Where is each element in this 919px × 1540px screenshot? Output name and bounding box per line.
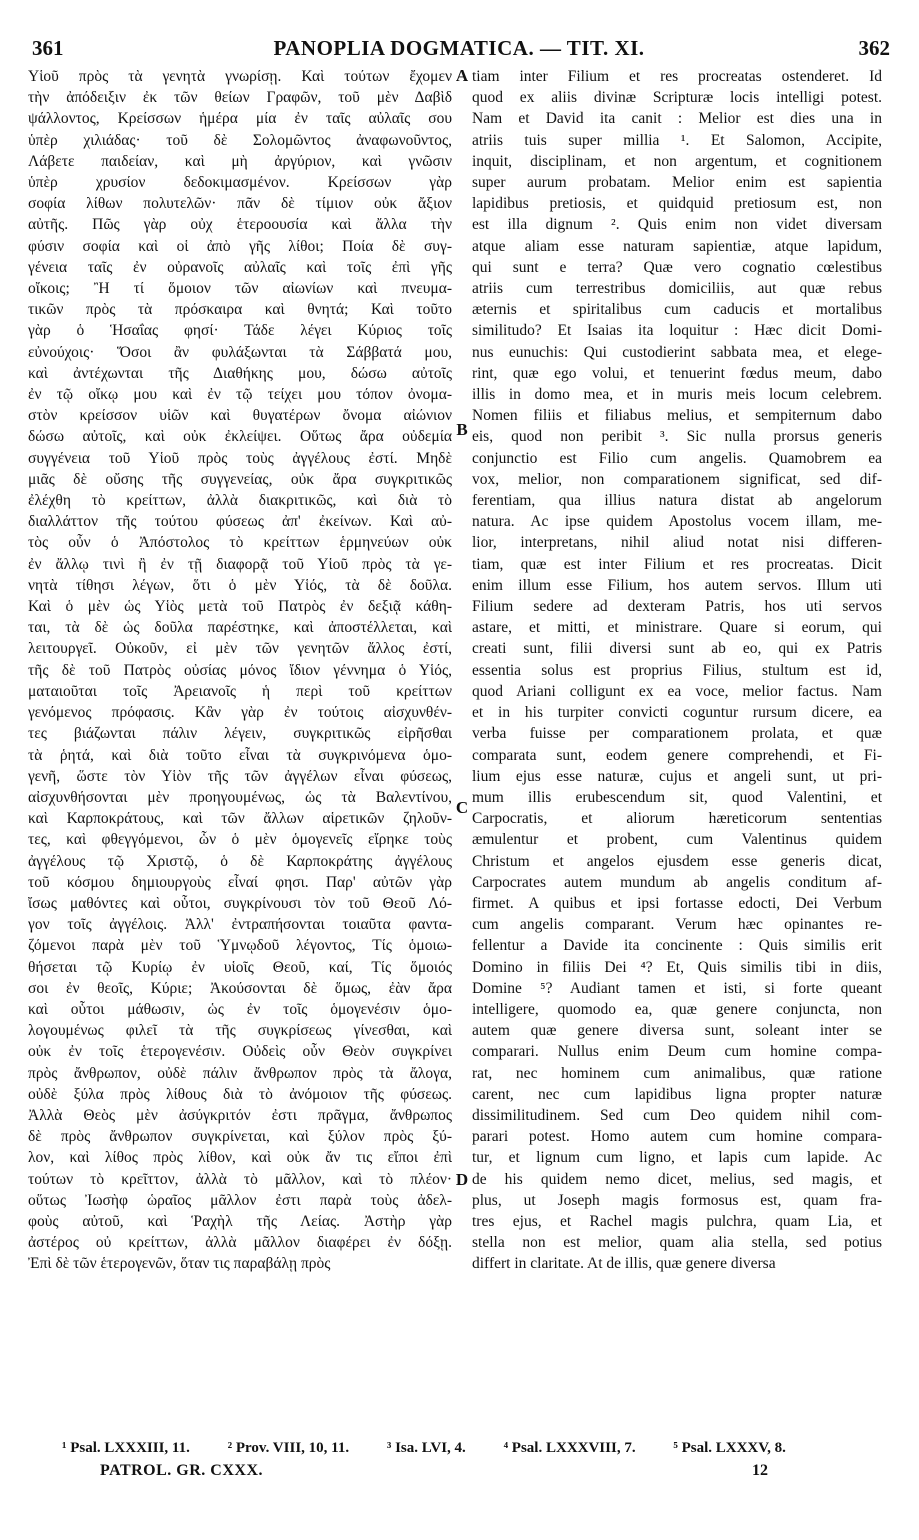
greek-text-line: ὑπὲρ χρυσίον δεδοκιμασμένον. Κρείσσων γὰρ <box>28 174 452 192</box>
section-markers <box>452 66 472 1422</box>
greek-text-line: εὐνούχοις· Ὅσοι ἂν φυλάξωνται τὰ Σάββατά μου, <box>28 343 452 361</box>
greek-text-line: ὑπὲρ χιλιάδας· τοῦ δὲ Σολομῶντος ἀναφωνοῦντος, <box>28 131 452 149</box>
greek-text-line: Υἱοῦ πρὸς τὰ γενητὰ γνωρίσῃ. Καὶ τούτων ἔχομεν <box>28 68 452 85</box>
section-marker-c: C <box>455 798 469 817</box>
footnote-4: ⁴ Psal. LXXXVIII, 7. <box>503 1440 636 1456</box>
latin-text-line: firmet. A quibus et ipsi fortasse edocti, Dei Verbum <box>472 894 882 912</box>
greek-text-line: ται, τὰ δὲ ὡς δοῦλα παρέστηκε, καὶ ἀποστέλλεται, καὶ <box>28 619 452 637</box>
latin-text-line: stella non est melior, quam alia stella, sed potius <box>472 1234 882 1252</box>
greek-text-line: ματαιοῦται τοῖς Ἀρειανοῖς ἡ περὶ τοῦ κρείττων <box>28 682 452 700</box>
greek-text-line: ἀγγέλους τῷ Χριστῷ, ὁ δὲ Καρποκράτης ἀγγέλους <box>28 852 452 870</box>
latin-text-line: est illa dignum ². Quis enim non videt diversam <box>472 216 882 234</box>
latin-text-line: ferentiam, qua illius natura distat ab angelorum <box>472 492 882 510</box>
printer-signature: PATROL. GR. CXXX. <box>100 1462 264 1479</box>
greek-text-line: Λάβετε παιδείαν, καὶ μὴ ἀργύριον, καὶ γνῶσιν <box>28 152 452 170</box>
greek-text-line: ἀστέρος οὐ κρείττων, ἀλλὰ μᾶλλον διαφέρει ἐν δόξῃ. <box>28 1234 452 1252</box>
latin-text-line: Carpocratis, et aliorum hæreticorum sententias <box>472 810 882 828</box>
greek-text-line: τικῶν πρὸς τὰ πρόσκαιρα καὶ θνητά; Καὶ τοῦτο <box>28 301 452 319</box>
greek-text-line: αὐτῆς. Πῶς γὰρ οὐχ ἑτεροουσία καὶ ἄλλα τὴν <box>28 216 452 234</box>
greek-text-line: οὕτως Ἰωσὴφ ὡραῖος μᾶλλον ἐστι παρὰ τοὺς ἀδελ- <box>28 1191 452 1209</box>
running-header <box>28 36 890 62</box>
latin-text-line: rint, quæ ego volui, et tenuerint fœdus meum, dabo <box>472 364 882 382</box>
greek-text-line: μιᾶς δὲ οὔσης τῆς συγγενείας, οὐκ ἄρα συγκριτικῶς <box>28 470 452 488</box>
section-marker-b: B <box>456 420 468 439</box>
latin-text-line: natura. Ac ipse quidem Apostolus vocem illam, me- <box>472 513 882 531</box>
latin-text-line: illis in domo mea, et in muris meis locum celebrem. <box>472 386 882 404</box>
latin-text-line: quod ex aliis divinæ Scripturæ locis intelligi potest. <box>472 89 882 107</box>
latin-text-line: lium ejus esse naturæ, cujus et angeli sunt, ut pri- <box>472 767 882 785</box>
latin-text-line: æmulentur et probent, cum Valentinus quidem <box>472 831 882 849</box>
latin-text-line: tiam, quæ est inter Filium et res procreatas. Dicit <box>472 555 882 573</box>
latin-text-line: atriis cum terrestribus domiciliis, aut quæ rebus <box>472 280 882 298</box>
greek-text-line: γένεια ταῖς ἐν οὐρανοῖς αὐλαῖς καὶ τοῖς ἐπὶ γῆς <box>28 258 452 276</box>
greek-text-line: ἐλέχθη τὸ κρείττων, ἀλλὰ διακριτικῶς, καὶ διὰ τὸ <box>28 492 452 510</box>
footnotes <box>62 1440 882 1457</box>
latin-text-line: intelligere, quomodo ea, quæ genere conjuncta, non <box>472 1000 882 1018</box>
greek-text-line: διαλλάττον τῆς τούτου φύσεως ἀπ' ἐκείνων. Καὶ αὐ- <box>28 513 452 531</box>
latin-text-line: mum illis erubescendum sit, quod Valentini, et <box>472 788 882 806</box>
greek-text-line: ἐν τῷ οἴκῳ μου καὶ ἐν τῷ τείχει μου τόπον ὀνομα- <box>28 386 452 404</box>
latin-text-line: dissimilitudinem. Sed cum Deo quidem nihil com- <box>472 1106 882 1124</box>
greek-text-line: ἐν ἄλλῳ τινὶ ἢ ἐν τῇ διαφορᾷ τοῦ Υἱοῦ πρὸς τὰ γε- <box>28 555 452 573</box>
greek-text-line: τὸς οὖν ὁ Ἀπόστολος τὸ κρείττων ἑρμηνεύων οὐκ <box>28 534 452 552</box>
greek-text-line: φοὺς αὐτοῦ, καὶ Ῥαχὴλ τῆς Λείας. Ἀστὴρ γὰρ <box>28 1212 452 1230</box>
greek-text-line: τοῦ κόσμου δημιουργοὺς εἶναί φησι. Παρ' αὐτῶν γὰρ <box>28 873 452 891</box>
page-number-left: 361 <box>32 36 64 60</box>
latin-text-line: enim illum esse Filium, hos autem servos. Illum uti <box>472 576 882 594</box>
latin-text-line: essentia solus est proprius Filius, stultum est id, <box>472 661 882 679</box>
latin-text-line: Filium sedere ad dexteram Patris, hos uti servos <box>472 598 882 616</box>
running-title: PANOPLIA DOGMATICA. — TIT. XI. <box>273 36 645 60</box>
latin-text-line: comparari. Nullus enim Deum cum homine compa- <box>472 1043 882 1061</box>
latin-text-line: plus, ut Joseph magis formosus est, quam fra- <box>472 1191 882 1209</box>
greek-text-column <box>28 66 452 1422</box>
greek-text-line: γενῆ, ὥστε τὸν Υἱὸν τῆς τῶν ἀγγέλων εἶναι φύσεως, <box>28 767 452 785</box>
greek-text-line: καὶ ἀντέχωνται τῆς Διαθήκης μου, δώσω αὐτοῖς <box>28 364 452 382</box>
latin-text-line: eis, quod non peribit ³. Sic nulla prorsus generis <box>472 428 882 446</box>
greek-text-line: γὰρ ὁ Ἡσαΐας φησί· Τάδε λέγει Κύριος τοῖς <box>28 322 452 340</box>
latin-text-line: æternis et spiritalibus cum caducis et mortalibus <box>472 301 882 319</box>
latin-text-line: creati sunt, filii diversi sunt ab eo, qui ex Patris <box>472 640 882 658</box>
greek-text-line: ζόμενοι παρὰ μὲν τοῦ Ὑμνῳδοῦ λέγοντος, Τίς ὁμοιω- <box>28 937 452 955</box>
latin-text-line: autem quæ genere diversa sunt, soleant inter se <box>472 1022 882 1040</box>
greek-text-line: νητὰ τίθησι λέγων, ὅτι ὁ μὲν Υἱός, τὰ δὲ δοῦλα. <box>28 576 452 594</box>
greek-text-line: οἴκοις; Ἢ τί ὅμοιον τῶν αἰωνίων καὶ πνευμα- <box>28 280 452 298</box>
latin-text-line: quod Ariani colligunt ex ea voce, melior factus. Nam <box>472 682 882 700</box>
latin-text-line: de his quidem nemo dicet, melius, sed magis, et <box>472 1170 882 1188</box>
greek-text-line: ἴσως μαθόντες καὶ οὗτοι, συγκρίνουσι τὸν τοῦ Θεοῦ Λό- <box>28 894 452 912</box>
latin-text-line: carent, nec cum lapidibus ligna propter naturæ <box>472 1085 882 1103</box>
latin-text-line: atriis tuis super millia ¹. Et Salomon, Accipite, <box>472 131 882 149</box>
latin-text-line: astare, et mitti, et ministrare. Quare si eorum, qui <box>472 619 882 637</box>
latin-text-line: atque aliam esse naturam sapientiæ, atque lapidum, <box>472 237 882 255</box>
latin-text-line: qui sunt e terra? Quæ vero cognatio cœlestibus <box>472 258 882 276</box>
latin-text-line: differt in claritate. At de illis, quæ genere diversa <box>472 1255 776 1273</box>
greek-text-line: Ἐπὶ δὲ τῶν ἑτερογενῶν, ὅταν τις παραβάλῃ πρὸς <box>28 1255 331 1273</box>
latin-text-column <box>472 66 882 1422</box>
greek-text-line: τὰ ῥητά, καὶ διὰ τοῦτο εἶναι τὰ συγκρινόμενα ὁμο- <box>28 746 452 764</box>
latin-text-line: tur, et lignum cum ligno, et lapis cum lapide. Ac <box>472 1149 882 1167</box>
greek-text-line: συγγένεια τοῦ Υἱοῦ πρὸς τοὺς ἀγγέλους ἐστί. Μηδὲ <box>28 449 452 467</box>
latin-text-line: vox, melior, non comparationem significat, sed dif- <box>472 470 882 488</box>
greek-text-line: δώσω αὐτοῖς, καὶ οὐκ ἐκλείψει. Οὕτως ἄρα οὐδεμία <box>28 428 452 446</box>
greek-text-line: ψάλλοντος, Κρείσσων ἡμέρα μία ἐν ταῖς αὐλαῖς σου <box>28 110 452 128</box>
latin-text-line: fellentur a Davide ita concinente : Quis similis erit <box>472 937 882 955</box>
greek-text-line: τες βιάζωνται πάλιν λέγειν, συγκριτικῶς εἰρῆσθαι <box>28 725 452 743</box>
greek-text-line: τούτων τὸ κρεῖττον, ἀλλὰ τὸ μᾶλλον, καὶ τὸ πλέον· <box>28 1170 452 1188</box>
section-marker-d: D <box>455 1170 469 1189</box>
greek-text-line: καὶ οὗτοι μάθωσιν, ὡς ἐν τοῖς ὁμογενέσιν ὁμο- <box>28 1000 452 1018</box>
latin-text-line: rat, nec hominem cum animalibus, quæ ratione <box>472 1064 882 1082</box>
latin-text-line: Nam et David ita canit : Melior est dies una in <box>472 110 882 128</box>
latin-text-line: cum angelis comparant. Verum hæc opinantes re- <box>472 916 882 934</box>
greek-text-line: οὐκ ἐν τοῖς ἑτερογενέσιν. Οὐδεὶς οὖν Θεὸν συγκρίνει <box>28 1043 452 1061</box>
greek-text-line: γον τοῖς ἀγγέλοις. Ἀλλ' ἐντραπήσονται τοιαῦτα φαντα- <box>28 916 452 934</box>
latin-text-line: tres ejus, et Rachel magis pulchra, quam Lia, et <box>472 1212 882 1230</box>
greek-text-line: τὴν ἀπόδειξιν ἐκ τῶν θείων Γραφῶν, τοῦ μὲν Δαβὶδ <box>28 89 452 107</box>
latin-text-line: Domine ⁵? Audiant tamen et isti, si forte queant <box>472 979 882 997</box>
greek-text-line: γενόμενος πρόφασις. Κἂν γὰρ ἐν τούτοις αἰσχυνθέν- <box>28 704 452 722</box>
greek-text-line: τες, καὶ φθεγγόμενοι, ὧν ὁ μὲν ὁμογενεῖς εἴρηκε τοὺς <box>28 831 452 849</box>
greek-text-line: φύσιν σοφία καὶ οἱ ἀπὸ γῆς λίθοι; Ποία δὲ συγ- <box>28 237 452 255</box>
greek-text-line: στὸν κρείσσον υἱῶν καὶ θυγατέρων ὄνομα αἰώνιον <box>28 407 452 425</box>
greek-text-line: Καὶ ὁ μὲν ὡς Υἱὸς μετὰ τοῦ Πατρὸς ἐν δεξιᾷ κάθη- <box>28 598 452 616</box>
latin-text-line: lior, interpretans, nihil aliud notat nisi differen- <box>472 534 882 552</box>
greek-text-line: τῆς δὲ τοῦ Πατρὸς οὐσίας μόνος ἴδιον γέννημα ὁ Υἱός, <box>28 661 452 679</box>
section-marker-a: A <box>455 66 469 85</box>
footnote-2: ² Prov. VIII, 10, 11. <box>227 1440 350 1456</box>
greek-text-line: Ἀλλὰ Θεὸς μὲν ἀσύγκριτόν ἐστι πρᾶγμα, ἄνθρωπος <box>28 1106 452 1124</box>
page-number-right: 362 <box>858 36 890 60</box>
latin-text-line: similitudo? Et Isaias ita loquitur : Hæc dicit Domi- <box>472 322 882 340</box>
latin-text-line: et in his turpiter convicti coguntur rursum dicere, ea <box>472 704 882 722</box>
footnote-1: ¹ Psal. LXXXIII, 11. <box>62 1440 190 1456</box>
latin-text-line: conjunctio est Filio cum angelis. Quamobrem ea <box>472 449 882 467</box>
greek-text-line: αἰσχυνθήσονται μὲν προηγουμένως, ὡς τὰ Βαλεντίνου, <box>28 788 452 806</box>
latin-text-line: Carpocrates autem mundum ab angelis conditum af- <box>472 873 882 891</box>
greek-text-line: δὲ πρὸς ἄνθρωπον συγκρίνεται, καὶ ξύλον πρὸς ξύ- <box>28 1128 452 1146</box>
latin-text-line: inquit, disciplinam, et non argentum, et cognitionem <box>472 152 882 170</box>
latin-text-line: nus eunuchis: Qui custodierint sabbata mea, et elege- <box>472 343 882 361</box>
latin-text-line: Nomen filiis et filiabus melius, et sempiternum dabo <box>472 407 882 425</box>
latin-text-line: lapidibus pretiosis, et quidquid pretiosum est, non <box>472 195 882 213</box>
latin-text-line: parari potest. Homo autem cum homine compara- <box>472 1128 882 1146</box>
latin-text-line: tiam inter Filium et res procreatas ostenderet. Id <box>472 68 882 85</box>
latin-text-line: comparata sunt, eodem genere comprehendi, et Fi- <box>472 746 882 764</box>
greek-text-line: σοι ἐν θεοῖς, Κύριε; Ἀκούσονται δὲ ὅμως, ἐὰν ἄρα <box>28 979 452 997</box>
latin-text-line: Christum et angelos ejusdem esse generis dicat, <box>472 852 882 870</box>
greek-text-line: πρὸς ἄνθρωπον, οὐδὲ πάλιν ἄνθρωπον πρὸς τὰ ἄλογα, <box>28 1064 452 1082</box>
greek-text-line: λογουμένως φιλεῖ τὰ τῆς συγκρίσεως γίνεσθαι, καὶ <box>28 1022 452 1040</box>
greek-text-line: λειτουργεῖ. Οὐκοῦν, εἰ μὲν τῶν γενητῶν ἄλλος ἐστί, <box>28 640 452 658</box>
signature-number: 12 <box>752 1462 768 1479</box>
footnote-5: ⁵ Psal. LXXXV, 8. <box>673 1440 786 1456</box>
greek-text-line: σοφία λίθων πολυτελῶν· πᾶν δὲ τίμιον οὐκ ἄξιον <box>28 195 452 213</box>
greek-text-line: καὶ Καρποκράτους, καὶ τῶν ἄλλων αἱρετικῶν ζηλοῦν- <box>28 810 452 828</box>
latin-text-line: verba fuisse per comparationem prolata, et quæ <box>472 725 882 743</box>
greek-text-line: λον, καὶ λίθος πρὸς λίθον, καὶ οὐκ ἄν τις εἴποι ἐπὶ <box>28 1149 452 1167</box>
latin-text-line: super aurum probatam. Melior enim est sapientia <box>472 174 882 192</box>
greek-text-line: θήσεται τῷ Κυρίῳ ἐν υἱοῖς Θεοῦ, καί, Τίς ὅμοιός <box>28 958 452 976</box>
footnote-3: ³ Isa. LVI, 4. <box>386 1440 466 1456</box>
latin-text-line: Domino in filiis Dei ⁴? Et, Quis similis tibi in diis, <box>472 958 882 976</box>
greek-text-line: οὐδὲ ξύλα πρὸς λίθους διὰ τὸ ἀνόμοιον τῆς φύσεως. <box>28 1085 452 1103</box>
